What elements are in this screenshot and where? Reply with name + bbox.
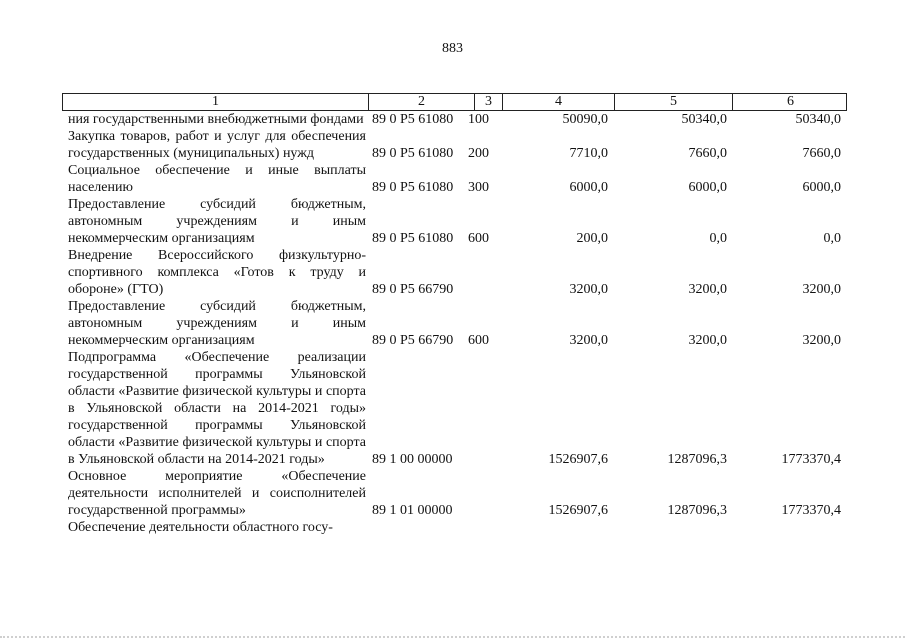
table-row: [62, 349, 847, 468]
row-target-code: 89 0 P5 61080: [372, 112, 454, 127]
row-expense-type: 200: [468, 146, 489, 161]
row-target-code: 89 0 P5 66790: [372, 282, 454, 297]
row-value-col6: 3200,0: [802, 282, 841, 297]
table-row: [62, 111, 847, 128]
row-value-col6: 50340,0: [795, 112, 841, 127]
row-value-col5: 7660,0: [688, 146, 727, 161]
header-col-3: 3: [475, 94, 503, 110]
header-col-4: 4: [503, 94, 615, 110]
table-row: [62, 247, 847, 298]
row-value-col6: 6000,0: [802, 180, 841, 195]
row-value-col6: 7660,0: [802, 146, 841, 161]
row-target-code: 89 0 P5 66790: [372, 333, 454, 348]
row-target-code: 89 1 00 00000: [372, 452, 453, 467]
row-value-col4: 6000,0: [569, 180, 608, 195]
row-name: Подпрограмма «Обеспечение реализации государственной программы Ульяновской области «Развитие физической культуры и спорта в Ульяновской области на 2014-2021 годы» государственной программы Ульяновской области «Развитие физической культуры и спорта в Ульяновской области на 2014-2021 годы»: [68, 350, 366, 467]
row-name: Основное мероприятие «Обеспечение деятельности исполнителей и соисполнителей государственной программы»: [68, 469, 366, 518]
table-row: [62, 128, 847, 162]
row-name: Закупка товаров, работ и услуг для обеспечения государственных (муниципальных) нужд: [68, 129, 366, 161]
header-col-1: 1: [63, 94, 369, 110]
row-value-col5: 1287096,3: [667, 452, 727, 467]
row-value-col5: 0,0: [709, 231, 727, 246]
row-target-code: 89 1 01 00000: [372, 503, 453, 518]
budget-table: [62, 93, 847, 536]
header-col-2: 2: [369, 94, 475, 110]
row-expense-type: 600: [468, 333, 489, 348]
table-body: [62, 111, 847, 536]
row-value-col6: 0,0: [823, 231, 841, 246]
row-target-code: 89 0 P5 61080: [372, 180, 454, 195]
row-value-col5: 1287096,3: [667, 503, 727, 518]
page-bottom-edge: [0, 632, 905, 638]
table-row: [62, 519, 847, 536]
row-expense-type: 100: [468, 112, 489, 127]
row-value-col4: 3200,0: [569, 333, 608, 348]
row-value-col4: 200,0: [576, 231, 608, 246]
row-expense-type: 600: [468, 231, 489, 246]
row-value-col5: 50340,0: [681, 112, 727, 127]
header-col-5: 5: [615, 94, 733, 110]
table-row: [62, 162, 847, 196]
row-name: Социальное обеспечение и иные выплаты населению: [68, 163, 366, 195]
row-name: Внедрение Всероссийского физкультурно-спортивного комплекса «Готов к труду и обороне» (ГТО): [68, 248, 366, 297]
row-value-col6: 1773370,4: [781, 503, 841, 518]
table-row: [62, 298, 847, 349]
row-value-col5: 3200,0: [688, 282, 727, 297]
row-expense-type: 300: [468, 180, 489, 195]
page-number: 883: [442, 41, 463, 56]
row-value-col4: 1526907,6: [548, 503, 608, 518]
row-value-col4: 50090,0: [562, 112, 608, 127]
row-value-col5: 6000,0: [688, 180, 727, 195]
row-name: Предоставление субсидий бюджетным, автономным учреждениям и иным некоммерческим организациям: [68, 299, 366, 348]
row-target-code: 89 0 P5 61080: [372, 146, 454, 161]
header-col-6: 6: [787, 94, 794, 109]
table-row: [62, 468, 847, 519]
row-name: Предоставление субсидий бюджетным, автономным учреждениям и иным некоммерческим организациям: [68, 197, 366, 246]
row-value-col4: 3200,0: [569, 282, 608, 297]
row-name: Обеспечение деятельности областного госу-: [68, 520, 333, 535]
row-name: ния государственными внебюджетными фондами: [68, 112, 364, 127]
row-value-col5: 3200,0: [688, 333, 727, 348]
table-header-row: [62, 93, 847, 111]
row-target-code: 89 0 P5 61080: [372, 231, 454, 246]
row-value-col4: 1526907,6: [548, 452, 608, 467]
row-value-col6: 3200,0: [802, 333, 841, 348]
row-value-col6: 1773370,4: [781, 452, 841, 467]
table-row: [62, 196, 847, 247]
row-value-col4: 7710,0: [569, 146, 608, 161]
